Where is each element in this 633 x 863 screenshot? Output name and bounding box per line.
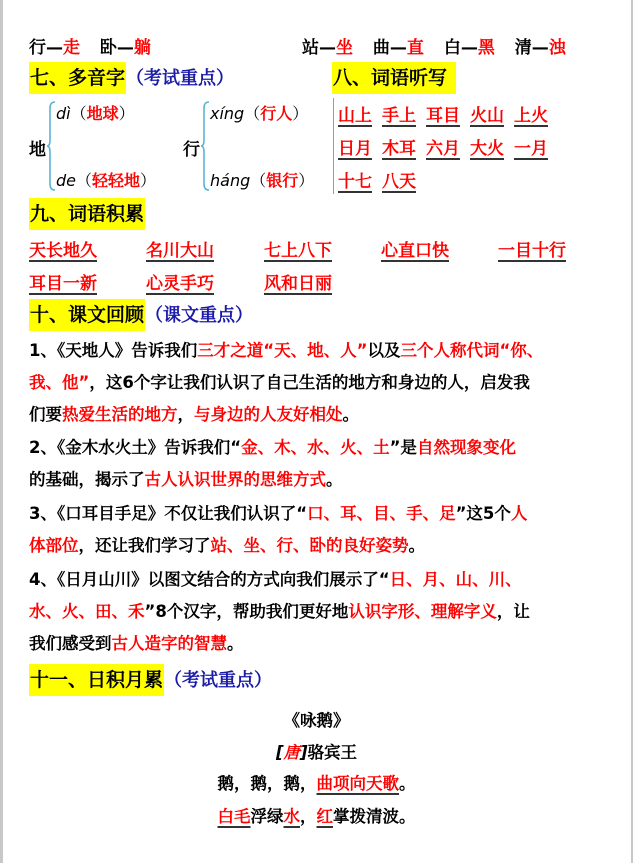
paragraph-line: 水、火、田、禾”8个汉字，帮助我们更好地认识字形、理解字义，让: [29, 602, 530, 621]
section7-note: （考试重点）: [126, 68, 235, 89]
idiom: 名川大山: [146, 241, 214, 261]
poem-author: [唐]骆宾王: [275, 743, 358, 762]
lesson-review-paragraph-4: [29, 564, 619, 660]
section9-title: 九、词语积累: [29, 198, 145, 230]
section11-heading: [29, 664, 272, 696]
section11-title: 十一、日积月累: [29, 664, 164, 696]
antonym-pair: 曲—直: [372, 38, 424, 58]
section8-heading: [332, 62, 456, 94]
paragraph-line: 我们感受到古人造字的智慧。: [29, 634, 244, 653]
dictation-word: 六月: [426, 139, 460, 159]
dictation-word: 一月: [514, 139, 548, 159]
polyphone-char: 地: [29, 140, 46, 160]
idiom: 耳目一新: [29, 274, 97, 294]
dictation-word: 大火: [470, 139, 504, 159]
dictation-row: [338, 134, 558, 159]
antonym-pair: 清—浊: [514, 38, 566, 58]
section11-note: （考试重点）: [164, 670, 273, 691]
paragraph-line: 2、《金木水火土》告诉我们“金、木、水、火、土”是自然现象变化: [29, 438, 516, 457]
paragraph-line: 1、《天地人》告诉我们三才之道“天、地、人”以及三个人称代词“你、: [29, 341, 544, 360]
lesson-review-paragraph-2: [29, 432, 619, 496]
antonym-pair: 行—走: [29, 38, 80, 58]
idiom: 七上八下: [264, 241, 332, 261]
poem-line-1: 鹅，鹅，鹅，曲项向天歌。: [217, 774, 416, 793]
section10-title: 十、课文回顾: [29, 299, 145, 331]
poem-line-2: 白毛浮绿水，红掌拨清波。: [217, 807, 416, 826]
section10-note: （课文重点）: [145, 305, 254, 326]
antonym-row-right: [302, 33, 566, 58]
dictation-word: 木耳: [382, 139, 416, 159]
section7-heading: [29, 62, 234, 94]
antonym-pair: 白—黑: [443, 38, 495, 58]
paragraph-line: 们要热爱生活的地方，与身边的人友好相处。: [29, 405, 359, 424]
poem-title: 《咏鹅》: [283, 711, 350, 730]
idiom: 心直口快: [381, 241, 449, 261]
section8-title: 八、词语听写: [332, 62, 456, 94]
dictation-word: 火山: [470, 106, 504, 126]
idiom: 心灵手巧: [146, 274, 214, 294]
polyphone-char: 行: [183, 140, 200, 160]
dictation-word: 耳目: [426, 106, 460, 126]
antonym-row-left: [29, 33, 165, 58]
lesson-review-paragraph-3: [29, 498, 619, 562]
brace-icon: [46, 100, 56, 192]
dictation-row: [338, 167, 426, 192]
idiom: 风和日丽: [264, 274, 332, 294]
lesson-review-paragraph-1: [29, 335, 619, 431]
dictation-word: 日月: [338, 139, 372, 159]
polyphone-reading: háng（银行）: [210, 171, 315, 190]
column-divider: [333, 98, 334, 194]
page-left-edge: [0, 0, 3, 863]
dictation-word: 手上: [382, 106, 416, 126]
polyphone-reading: xíng（行人）: [210, 104, 309, 123]
polyphone-reading: dì（地球）: [56, 104, 135, 123]
dictation-word: 山上: [338, 106, 372, 126]
idiom: 天长地久: [29, 241, 97, 261]
dictation-word: 上火: [514, 106, 548, 126]
dictation-row: [338, 101, 558, 126]
idiom: 一目十行: [498, 241, 566, 261]
dictation-word: 十七: [338, 172, 372, 192]
paragraph-line: 的基础，揭示了古人认识世界的思维方式。: [29, 470, 343, 489]
dictation-word: 八天: [382, 172, 416, 192]
paragraph-line: 3、《口耳目手足》不仅让我们认识了“口、耳、目、手、足”这5个人: [29, 504, 528, 523]
paragraph-line: 我、他”，这6个字让我们认识了自己生活的地方和身边的人，启发我: [29, 373, 530, 392]
paragraph-line: 体部位，还让我们学习了站、坐、行、卧的良好姿势。: [29, 536, 425, 555]
section9-heading: [29, 198, 145, 230]
antonym-pair: 卧—躺: [99, 38, 151, 58]
section7-title: 七、多音字: [29, 62, 126, 94]
brace-icon: [200, 100, 210, 192]
paragraph-line: 4、《日月山川》以图文结合的方式向我们展示了“日、月、山、川、: [29, 570, 522, 589]
antonym-pair: 站—坐: [302, 38, 353, 58]
section10-heading: [29, 299, 253, 331]
polyphone-reading: de（轻轻地）: [56, 171, 157, 190]
